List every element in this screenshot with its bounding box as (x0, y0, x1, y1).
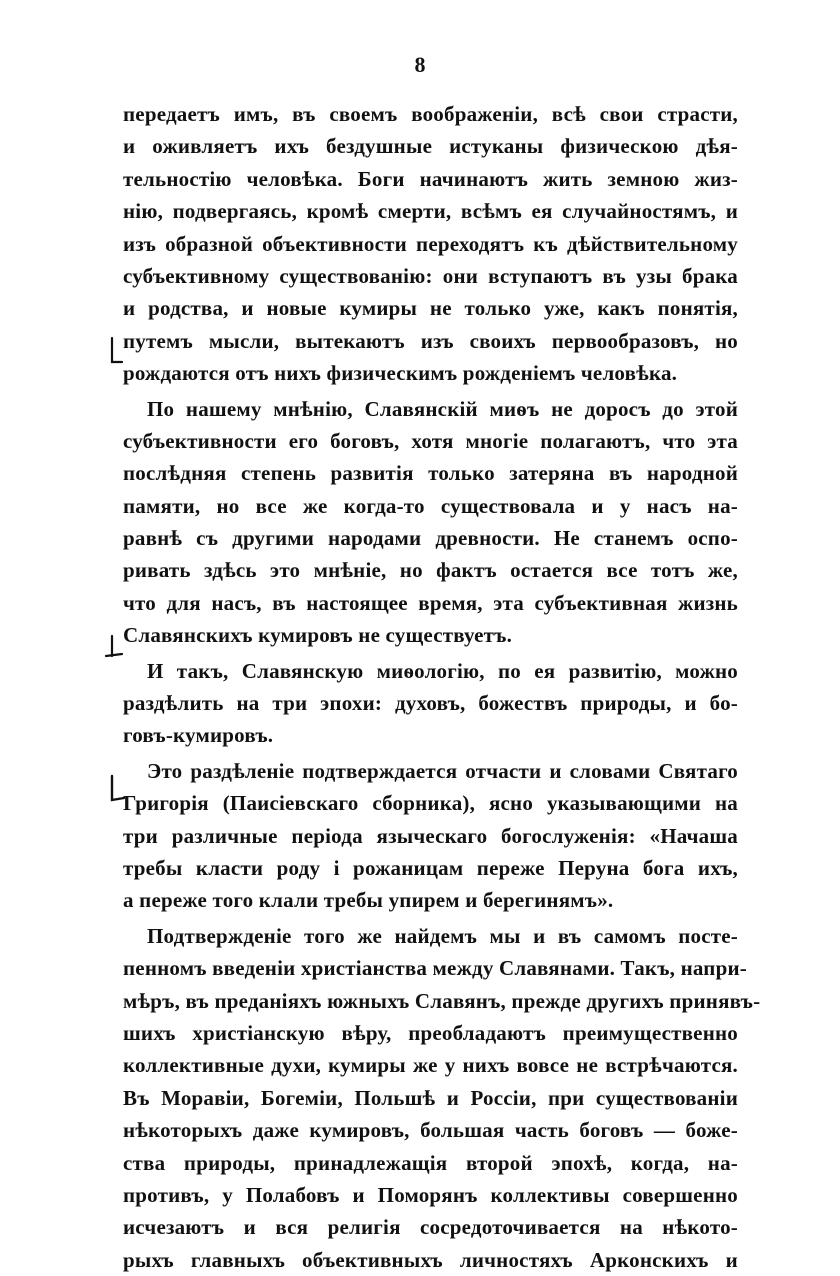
text-line: Григорія (Паисіевскаго сборника), ясно указывающими на (123, 791, 738, 816)
paragraph (123, 98, 738, 390)
text-line: памяти, но все же когда-то существовала и у насъ на- (123, 493, 738, 518)
text-line: коллективные духи, кумиры же у нихъ вовсе не встрѣчаются. (123, 1053, 738, 1078)
text-line: Въ Моравіи, Богеміи, Польшѣ и Россіи, при существованіи (123, 1085, 738, 1110)
text-line: равнѣ съ другими народами древности. Не станемъ оспо- (123, 526, 738, 551)
text-line: противъ, у Полабовъ и Поморянъ коллективы совершенно (123, 1182, 738, 1207)
text-line: По нашему мнѣнію, Славянскій миѳъ не доросъ до этой (147, 396, 738, 421)
margin-bracket-icon (104, 632, 126, 662)
text-line: Это раздѣленіе подтверждается отчасти и словами Святаго (147, 758, 738, 783)
text-line: ства природы, принадлежащія второй эпохѣ, когда, на- (123, 1150, 738, 1175)
page-number: 8 (414, 52, 426, 77)
text-line: три различные періода языческаго богослуженія: «Начаша (123, 823, 738, 848)
text-line: нѣкоторыхъ даже кумировъ, большая часть боговъ — боже- (123, 1118, 738, 1143)
text-line: шихъ христіанскую вѣру, преобладаютъ преимущественно (123, 1020, 738, 1045)
text-line: что для насъ, въ настоящее время, эта субъективная жизнь (123, 590, 738, 615)
text-line: требы класти роду і рожаницам переже Перуна бога ихъ, (123, 855, 738, 880)
text-line: передаетъ имъ, въ своемъ воображеніи, всѣ свои страсти, (123, 102, 738, 126)
text-line: И такъ, Славянскую миѳологію, по ея развитію, можно (147, 658, 738, 683)
paragraph (123, 393, 738, 652)
text-line: рождаются отъ нихъ физическимъ рожденіемъ человѣка. (123, 361, 678, 386)
text-line: Подтвержденіе того же найдемъ мы и въ самомъ посте- (147, 923, 738, 948)
text-line: Славянскихъ кумировъ не существуетъ. (123, 623, 513, 648)
margin-bracket-icon (104, 774, 126, 804)
paragraph (123, 920, 761, 1276)
body-text (123, 98, 761, 1276)
text-line: ривать здѣсь это мнѣніе, но фактъ остается все тотъ же, (123, 558, 738, 583)
text-line: пенномъ введеніи христіанства между Славянами. Такъ, напри- (123, 956, 747, 981)
text-line: изъ образной объективности переходятъ къ дѣйствительному (123, 231, 738, 256)
text-line: и оживляетъ ихъ бездушные истуканы физическою дѣя- (123, 134, 738, 159)
paragraph (123, 755, 738, 917)
margin-bracket-mark (104, 336, 126, 366)
text-line: а переже того клали требы упирем и берегинямъ». (123, 888, 614, 913)
margin-bracket-icon (104, 336, 126, 366)
text-line: послѣдняя степень развитія только затеряна въ народной (123, 461, 738, 486)
margin-bracket-mark (104, 632, 126, 662)
text-line: мѣръ, въ преданіяхъ южныхъ Славянъ, прежде другихъ принявъ- (123, 988, 761, 1013)
text-line: субъективному существованію: они вступаютъ въ узы брака (123, 263, 738, 288)
text-line: и родства, и новые кумиры не только уже, какъ понятія, (123, 296, 738, 321)
text-line: говъ-кумировъ. (123, 723, 274, 748)
paragraph (123, 655, 738, 752)
margin-bracket-mark (104, 774, 126, 804)
text-line: раздѣлить на три эпохи: духовъ, божествъ природы, и бо- (123, 691, 738, 716)
text-line: нію, подвергаясь, кромѣ смерти, всѣмъ ея случайностямъ, и (123, 199, 738, 224)
text-line: тельностію человѣка. Боги начинаютъ жить земною жиз- (123, 166, 738, 191)
text-line: рыхъ главныхъ объективныхъ личностяхъ Арконскихъ и (123, 1247, 738, 1272)
text-line: путемъ мысли, вытекаютъ изъ своихъ первообразовъ, но (123, 328, 738, 353)
text-line: субъективности его боговъ, хотя многіе полагаютъ, что эта (123, 428, 738, 453)
text-line: исчезаютъ и вся религія сосредоточивается на нѣкото- (123, 1215, 738, 1240)
